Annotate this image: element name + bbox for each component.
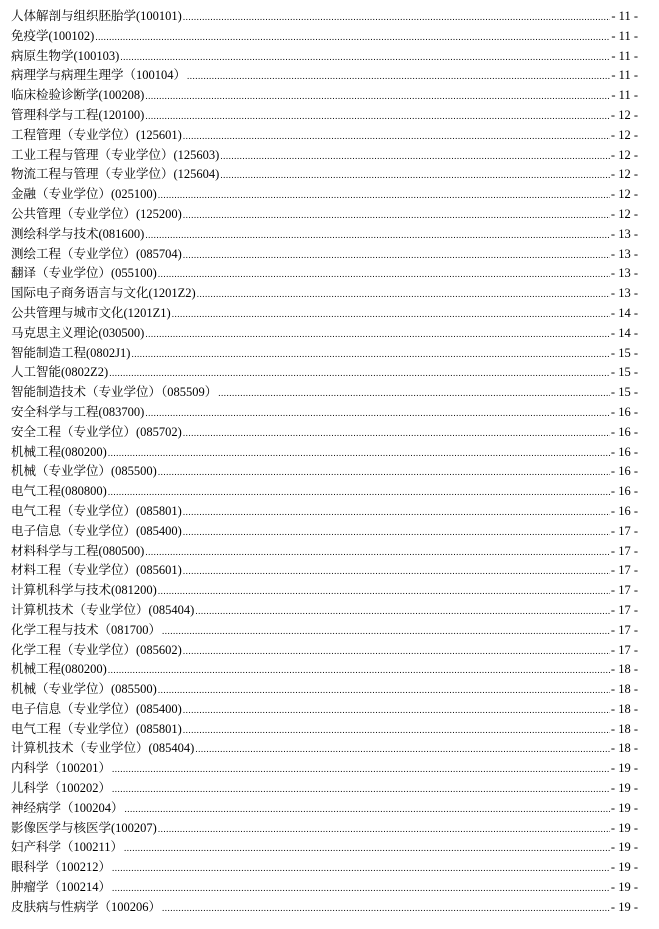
toc-dot-leader bbox=[162, 622, 610, 642]
toc-entry[interactable] bbox=[11, 245, 638, 265]
toc-entry-page-number: - 12 - bbox=[610, 206, 638, 221]
toc-entry-title: 病原生物学(100103) bbox=[11, 48, 120, 63]
toc-entry[interactable] bbox=[11, 66, 638, 86]
toc-entry[interactable] bbox=[11, 146, 638, 166]
toc-entry-page-number: - 19 - bbox=[610, 820, 638, 835]
toc-dot-leader bbox=[195, 602, 610, 622]
toc-entry-title: 智能制造技术（专业学位）（085509） bbox=[11, 385, 218, 400]
toc-entry[interactable] bbox=[11, 838, 638, 858]
toc-entry-title: 神经病学（100204） bbox=[11, 800, 124, 815]
toc-entry-title: 安全科学与工程(083700) bbox=[11, 404, 145, 419]
toc-entry-page-number: - 17 - bbox=[610, 602, 638, 617]
toc-entry[interactable] bbox=[11, 660, 638, 680]
toc-entry[interactable] bbox=[11, 363, 638, 383]
toc-entry[interactable] bbox=[11, 522, 638, 542]
toc-dot-leader bbox=[183, 8, 611, 28]
toc-entry[interactable] bbox=[11, 898, 638, 918]
toc-dot-leader bbox=[183, 721, 610, 741]
toc-entry-title: 电气工程（专业学位）(085801) bbox=[11, 721, 182, 736]
toc-dot-leader bbox=[112, 859, 610, 879]
toc-entry-page-number: - 11 - bbox=[611, 88, 638, 103]
toc-dot-leader bbox=[183, 523, 610, 543]
toc-entry-title: 妇产科学（100211） bbox=[11, 840, 124, 855]
toc-entry[interactable] bbox=[11, 7, 638, 27]
toc-dot-leader bbox=[162, 899, 610, 919]
toc-entry-title: 测绘工程（专业学位）(085704) bbox=[11, 246, 182, 261]
toc-entry[interactable] bbox=[11, 819, 638, 839]
toc-dot-leader bbox=[158, 463, 610, 483]
toc-entry-title: 智能制造工程(0802J1) bbox=[11, 345, 131, 360]
toc-dot-leader bbox=[183, 503, 610, 523]
toc-dot-leader bbox=[124, 839, 610, 859]
toc-entry-title: 影像医学与核医学(100207) bbox=[11, 820, 157, 835]
table-of-contents bbox=[11, 7, 638, 918]
toc-entry-page-number: - 16 - bbox=[610, 503, 638, 518]
toc-dot-leader bbox=[125, 800, 610, 820]
toc-entry-title: 化学工程（专业学位）(085602) bbox=[11, 642, 182, 657]
toc-entry-page-number: - 16 - bbox=[610, 444, 638, 459]
toc-dot-leader bbox=[158, 820, 610, 840]
toc-entry-page-number: - 15 - bbox=[610, 345, 638, 360]
toc-dot-leader bbox=[220, 166, 610, 186]
toc-dot-leader bbox=[109, 364, 610, 384]
toc-entry-page-number: - 14 - bbox=[610, 305, 638, 320]
toc-entry-title: 翻译（专业学位）(055100) bbox=[11, 266, 157, 281]
toc-entry[interactable] bbox=[11, 621, 638, 641]
toc-entry[interactable] bbox=[11, 700, 638, 720]
toc-entry[interactable] bbox=[11, 344, 638, 364]
toc-entry-title: 公共管理与城市文化(1201Z1) bbox=[11, 305, 171, 320]
toc-entry[interactable] bbox=[11, 383, 638, 403]
toc-entry-page-number: - 19 - bbox=[610, 899, 638, 914]
toc-entry-page-number: - 12 - bbox=[610, 147, 638, 162]
toc-entry[interactable] bbox=[11, 106, 638, 126]
toc-entry-title: 儿科学（100202） bbox=[11, 781, 112, 796]
toc-entry-page-number: - 17 - bbox=[610, 583, 638, 598]
toc-entry-title: 内科学（100201） bbox=[11, 761, 112, 776]
toc-entry-title: 材料工程（专业学位）(085601) bbox=[11, 563, 182, 578]
toc-dot-leader bbox=[112, 760, 610, 780]
toc-entry-title: 工程管理（专业学位）(125601) bbox=[11, 127, 182, 142]
toc-entry-title: 人工智能(0802Z2) bbox=[11, 365, 109, 380]
toc-dot-leader bbox=[220, 147, 610, 167]
toc-entry-title: 眼科学（100212） bbox=[11, 860, 112, 875]
toc-entry[interactable] bbox=[11, 601, 638, 621]
toc-entry-page-number: - 19 - bbox=[610, 880, 638, 895]
toc-entry-title: 免疫学(100102) bbox=[11, 28, 95, 43]
toc-entry-page-number: - 12 - bbox=[610, 187, 638, 202]
toc-entry[interactable] bbox=[11, 542, 638, 562]
toc-entry-page-number: - 19 - bbox=[610, 860, 638, 875]
toc-entry-page-number: - 13 - bbox=[610, 226, 638, 241]
toc-entry-title: 机械（专业学位）(085500) bbox=[11, 682, 157, 697]
toc-entry[interactable] bbox=[11, 502, 638, 522]
toc-dot-leader bbox=[95, 28, 610, 48]
toc-entry[interactable] bbox=[11, 86, 638, 106]
toc-entry-page-number: - 13 - bbox=[610, 266, 638, 281]
toc-entry-title: 计算机技术（专业学位）(085404) bbox=[11, 602, 195, 617]
toc-dot-leader bbox=[131, 345, 609, 365]
toc-dot-leader bbox=[145, 226, 610, 246]
toc-entry[interactable] bbox=[11, 799, 638, 819]
toc-dot-leader bbox=[172, 305, 610, 325]
toc-entry-title: 公共管理（专业学位）(125200) bbox=[11, 206, 182, 221]
toc-entry-title: 测绘科学与技术(081600) bbox=[11, 226, 145, 241]
toc-entry[interactable] bbox=[11, 47, 638, 67]
toc-entry[interactable] bbox=[11, 225, 638, 245]
toc-entry-page-number: - 17 - bbox=[610, 523, 638, 538]
toc-dot-leader bbox=[183, 424, 610, 444]
toc-dot-leader bbox=[158, 186, 610, 206]
toc-entry-title: 计算机技术（专业学位）(085404) bbox=[11, 741, 195, 756]
toc-dot-leader bbox=[183, 127, 610, 147]
toc-entry-title: 管理科学与工程(120100) bbox=[11, 107, 145, 122]
toc-entry-title: 物流工程与管理（专业学位）(125604) bbox=[11, 167, 220, 182]
toc-entry-page-number: - 12 - bbox=[610, 167, 638, 182]
toc-entry-title: 安全工程（专业学位）(085702) bbox=[11, 424, 182, 439]
toc-dot-leader bbox=[112, 879, 610, 899]
toc-entry[interactable] bbox=[11, 165, 638, 185]
toc-dot-leader bbox=[158, 582, 610, 602]
toc-entry-page-number: - 18 - bbox=[610, 721, 638, 736]
toc-dot-leader bbox=[195, 740, 610, 760]
toc-entry-title: 机械工程(080200) bbox=[11, 662, 107, 677]
toc-entry-page-number: - 15 - bbox=[610, 365, 638, 380]
toc-dot-leader bbox=[108, 661, 610, 681]
toc-entry-title: 电气工程（专业学位）(085801) bbox=[11, 503, 182, 518]
toc-entry-page-number: - 18 - bbox=[610, 682, 638, 697]
toc-entry-page-number: - 11 - bbox=[611, 68, 638, 83]
toc-entry-page-number: - 18 - bbox=[610, 662, 638, 677]
toc-entry[interactable] bbox=[11, 858, 638, 878]
toc-entry-page-number: - 19 - bbox=[610, 840, 638, 855]
toc-dot-leader bbox=[145, 325, 610, 345]
toc-entry-title: 工业工程与管理（专业学位）(125603) bbox=[11, 147, 220, 162]
toc-entry-title: 计算机科学与技术(081200) bbox=[11, 583, 157, 598]
toc-dot-leader bbox=[158, 681, 610, 701]
toc-dot-leader bbox=[183, 562, 610, 582]
toc-entry-title: 病理学与病理生理学（100104） bbox=[11, 68, 187, 83]
toc-entry[interactable] bbox=[11, 324, 638, 344]
toc-entry[interactable] bbox=[11, 482, 638, 502]
toc-entry-title: 国际电子商务语言与文化(1201Z2) bbox=[11, 286, 196, 301]
toc-entry-title: 肿瘤学（100214） bbox=[11, 880, 112, 895]
toc-entry-title: 电气工程(080800) bbox=[11, 484, 107, 499]
toc-dot-leader bbox=[112, 780, 610, 800]
toc-entry-title: 电子信息（专业学位）(085400) bbox=[11, 701, 182, 716]
toc-entry[interactable] bbox=[11, 205, 638, 225]
toc-dot-leader bbox=[218, 384, 610, 404]
toc-entry[interactable] bbox=[11, 284, 638, 304]
toc-dot-leader bbox=[120, 48, 610, 68]
toc-dot-leader bbox=[187, 67, 610, 87]
toc-entry-page-number: - 19 - bbox=[610, 781, 638, 796]
toc-entry-page-number: - 14 - bbox=[610, 325, 638, 340]
toc-entry[interactable] bbox=[11, 581, 638, 601]
toc-entry-page-number: - 11 - bbox=[611, 48, 638, 63]
toc-dot-leader bbox=[183, 642, 610, 662]
toc-entry-page-number: - 11 - bbox=[611, 28, 638, 43]
toc-entry-page-number: - 17 - bbox=[610, 543, 638, 558]
toc-dot-leader bbox=[183, 206, 610, 226]
toc-entry-page-number: - 16 - bbox=[610, 424, 638, 439]
toc-entry[interactable] bbox=[11, 304, 638, 324]
toc-entry[interactable] bbox=[11, 720, 638, 740]
toc-entry-title: 马克思主义理论(030500) bbox=[11, 325, 145, 340]
toc-entry[interactable] bbox=[11, 443, 638, 463]
toc-entry-page-number: - 15 - bbox=[610, 385, 638, 400]
toc-entry-title: 皮肤病与性病学（100206） bbox=[11, 899, 162, 914]
toc-entry[interactable] bbox=[11, 27, 638, 47]
toc-entry-page-number: - 19 - bbox=[610, 800, 638, 815]
toc-dot-leader bbox=[108, 483, 610, 503]
toc-entry[interactable] bbox=[11, 126, 638, 146]
toc-entry-page-number: - 17 - bbox=[610, 642, 638, 657]
toc-entry-title: 机械（专业学位）(085500) bbox=[11, 464, 157, 479]
toc-entry-page-number: - 16 - bbox=[610, 484, 638, 499]
toc-dot-leader bbox=[183, 701, 610, 721]
toc-entry[interactable] bbox=[11, 264, 638, 284]
toc-entry-title: 金融（专业学位）(025100) bbox=[11, 187, 157, 202]
toc-entry-title: 化学工程与技术（081700） bbox=[11, 622, 162, 637]
toc-dot-leader bbox=[197, 285, 610, 305]
toc-entry[interactable] bbox=[11, 739, 638, 759]
toc-entry-title: 电子信息（专业学位）(085400) bbox=[11, 523, 182, 538]
toc-entry[interactable] bbox=[11, 759, 638, 779]
toc-entry-page-number: - 17 - bbox=[610, 622, 638, 637]
toc-entry-title: 材料科学与工程(080500) bbox=[11, 543, 145, 558]
toc-entry-title: 人体解剖与组织胚胎学(100101) bbox=[11, 9, 182, 23]
toc-dot-leader bbox=[145, 543, 610, 563]
toc-entry-title: 机械工程(080200) bbox=[11, 444, 107, 459]
toc-entry[interactable] bbox=[11, 561, 638, 581]
toc-entry[interactable] bbox=[11, 878, 638, 898]
toc-entry[interactable] bbox=[11, 403, 638, 423]
toc-entry-page-number: - 11 - bbox=[611, 9, 638, 23]
toc-entry[interactable] bbox=[11, 423, 638, 443]
toc-entry-page-number: - 12 - bbox=[610, 127, 638, 142]
toc-entry-page-number: - 18 - bbox=[610, 741, 638, 756]
toc-entry-title: 临床检验诊断学(100208) bbox=[11, 88, 145, 103]
toc-entry[interactable] bbox=[11, 185, 638, 205]
toc-dot-leader bbox=[183, 246, 610, 266]
toc-entry-page-number: - 12 - bbox=[610, 107, 638, 122]
toc-dot-leader bbox=[158, 265, 610, 285]
toc-entry[interactable] bbox=[11, 641, 638, 661]
toc-dot-leader bbox=[108, 444, 610, 464]
toc-entry-page-number: - 16 - bbox=[610, 404, 638, 419]
toc-entry-page-number: - 16 - bbox=[610, 464, 638, 479]
toc-dot-leader bbox=[145, 404, 610, 424]
toc-entry-page-number: - 13 - bbox=[610, 286, 638, 301]
toc-entry-page-number: - 18 - bbox=[610, 701, 638, 716]
toc-dot-leader bbox=[145, 107, 610, 127]
toc-dot-leader bbox=[145, 87, 610, 107]
toc-entry-page-number: - 19 - bbox=[610, 761, 638, 776]
toc-entry[interactable] bbox=[11, 462, 638, 482]
toc-entry[interactable] bbox=[11, 779, 638, 799]
toc-entry-page-number: - 13 - bbox=[610, 246, 638, 261]
toc-entry[interactable] bbox=[11, 680, 638, 700]
toc-entry-page-number: - 17 - bbox=[610, 563, 638, 578]
